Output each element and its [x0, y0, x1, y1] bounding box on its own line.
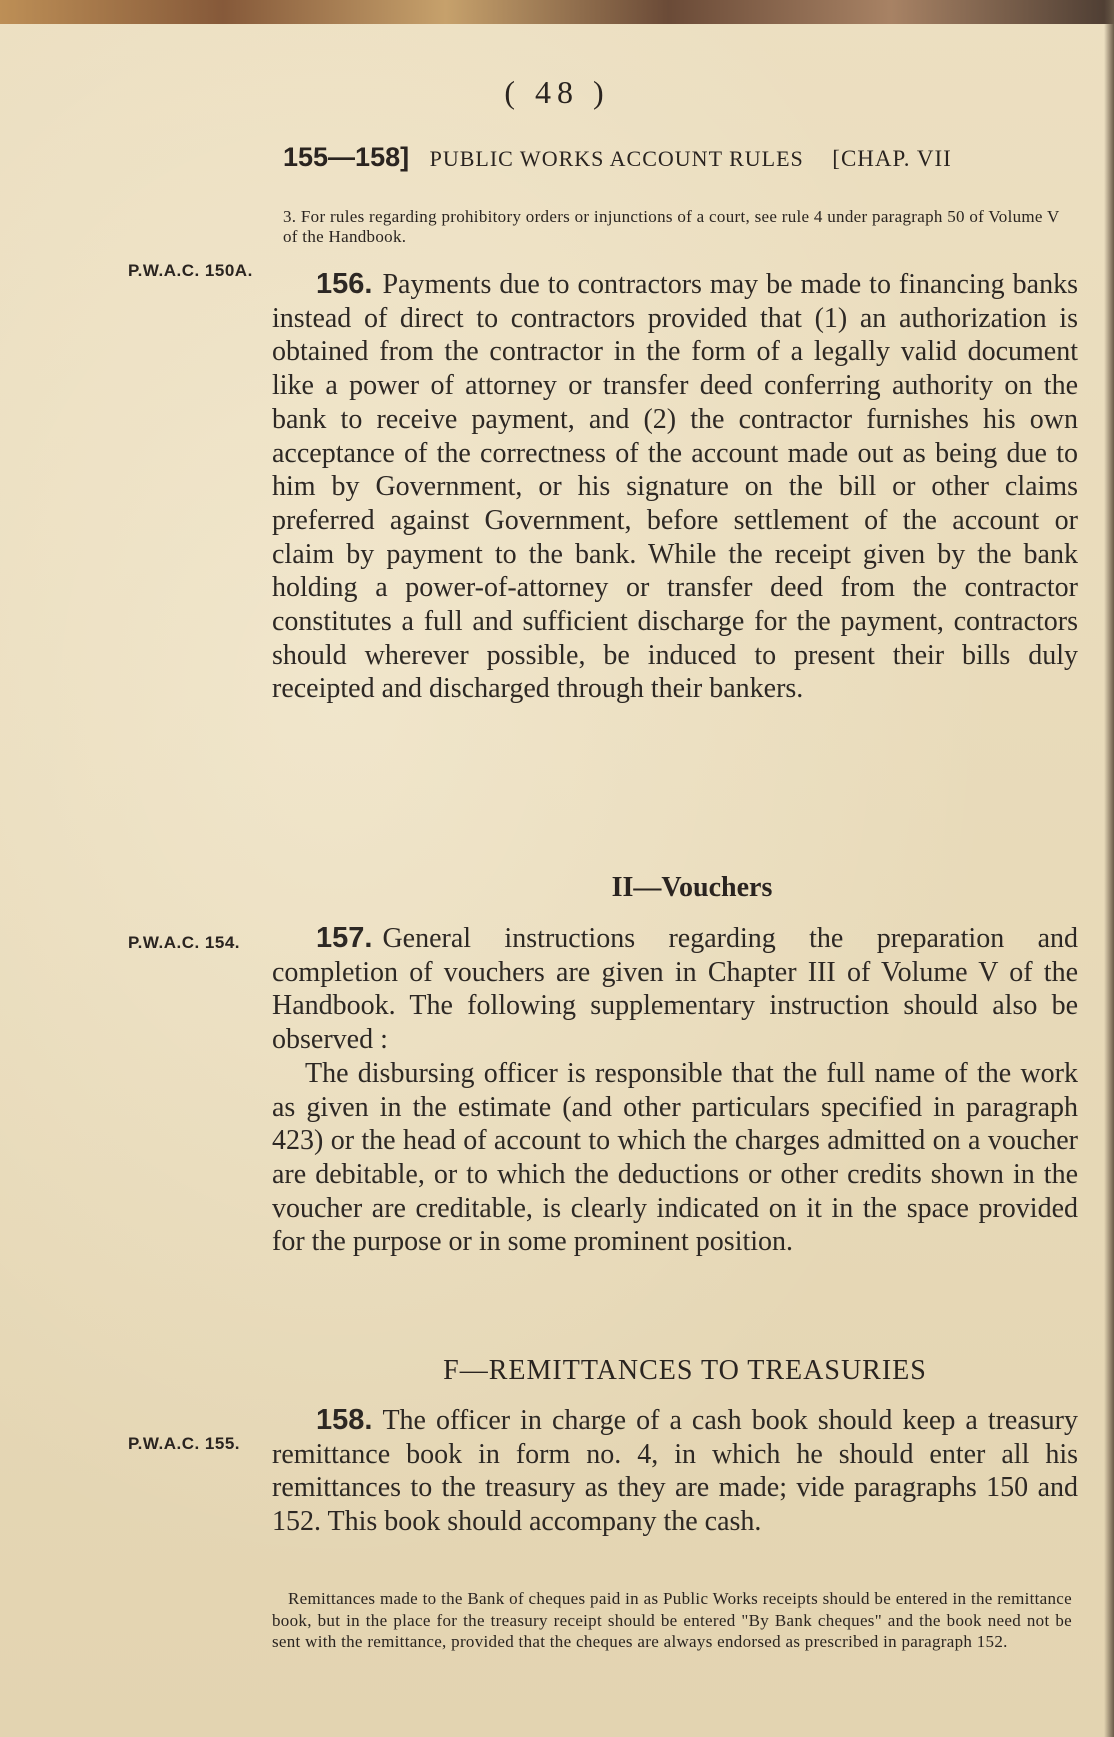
running-header — [283, 142, 1083, 173]
paragraph-number-157: 157. — [316, 922, 373, 954]
paragraph-158 — [272, 1404, 1078, 1539]
header-range: 155—158] — [283, 142, 410, 172]
margin-ref-158: P.W.A.C. 155. — [128, 1434, 241, 1453]
paragraph-text-156: Payments due to contractors may be made to financing banks instead of direct to contractors provided that (1) an authorization is obtained from the contractor in the form of a legally valid document like a power of attorney or transfer deed conferring authority on the bank to receive payment, and (2) the contractor furnishes his own acceptance of the correctness of the account made out as being due to him by Government, or his signature on the bill or other claims preferred against Government, before settlement of the account or claim by payment to the bank. While the receipt given by the bank holding a power-of-attorney or transfer deed from the contractor constitutes a full and sufficient discharge for the payment, contractors should wherever possible, be induced to present their bills duly receipted and discharged through their bankers. — [272, 269, 1078, 705]
section-heading-vouchers: II—Vouchers — [611, 872, 773, 903]
page-number: ( 48 ) — [504, 74, 610, 110]
paragraph-text-158: The officer in charge of a cash book should keep a treasury remittance book in form no. 4, in which he should enter all his remittances to the treasury as they are made; vide paragraphs 150 and 152. This book should accompany the cash. — [272, 1405, 1078, 1538]
paragraph-text-157: General instructions regarding the preparation and completion of vouchers are given in Chapter III of Volume V of the Handbook. The following supplementary instruction should also be observed : — [272, 923, 1078, 1056]
paragraph-number-156: 156. — [316, 268, 373, 300]
page-right-edge — [1104, 0, 1114, 1737]
paragraph-number-158: 158. — [316, 1404, 373, 1436]
header-title: PUBLIC WORKS ACCOUNT RULES — [429, 146, 804, 171]
top-note: 3. For rules regarding prohibitory orders or injunctions of a court, see rule 4 under paragraph 50 of Volume V of the Handbook. — [283, 207, 1060, 246]
paragraph-156 — [272, 268, 1078, 706]
paragraph-157-continuation: The disbursing officer is responsible that the full name of the work as given in the estimate (and other particulars specified in paragraph 423) or the head of account to which the charges admitted on a voucher are debitable, or to which the deductions or other credits shown in the voucher are creditable, is clearly indicated on it in the space provided for the purpose or in some prominent position. — [272, 1057, 1078, 1258]
margin-ref-157: P.W.A.C. 154. — [128, 933, 241, 952]
header-chapter: [CHAP. VII — [832, 146, 952, 171]
page-top-edge — [0, 0, 1114, 24]
paragraph-157 — [272, 922, 1078, 1259]
section-heading-remittances: F—REMITTANCES TO TREASURIES — [443, 1355, 927, 1386]
bottom-note: Remittances made to the Bank of cheques paid in as Public Works receipts should be entered in the remittance book, but in the place for the treasury receipt should be entered "By Bank cheques" and the book need not be sent with the remittance, provided that the cheques are always endorsed as prescribed in paragraph 152. — [272, 1589, 1072, 1651]
margin-ref-156: P.W.A.C. 150A. — [128, 261, 253, 280]
